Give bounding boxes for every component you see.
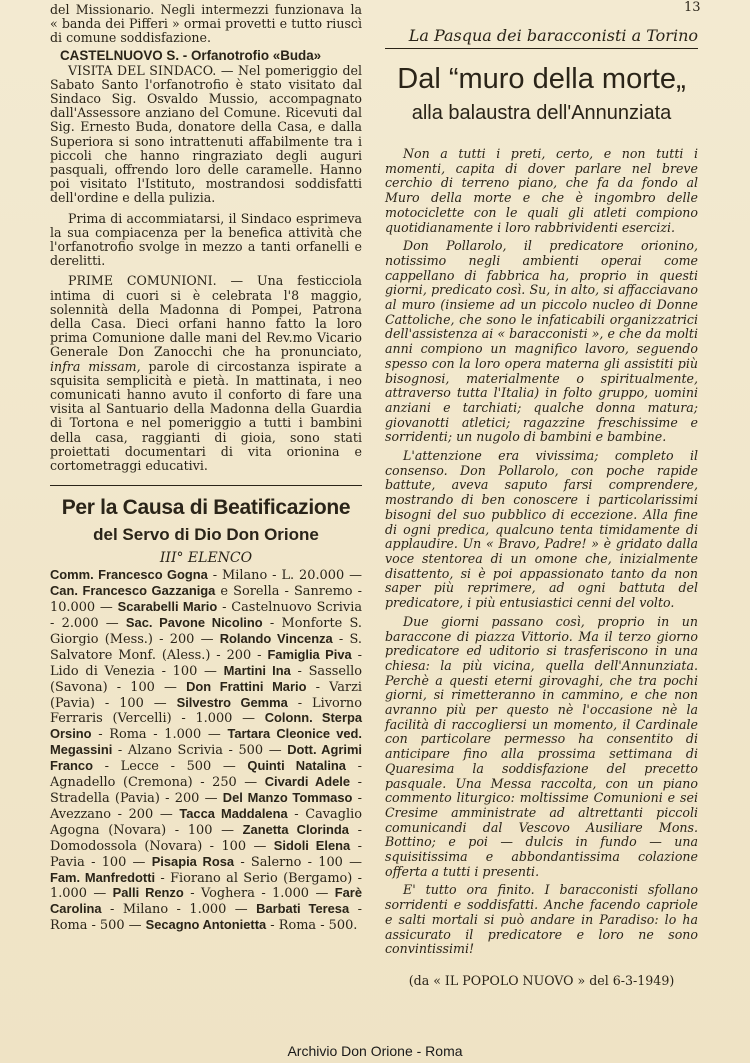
donor-detail: - Roma - 500 — — [50, 902, 362, 934]
donor-name: Silvestro Gemma — [176, 694, 288, 710]
donor-name: Palli Renzo — [112, 885, 184, 901]
article-title: Dal “muro della morte„ — [397, 63, 686, 95]
article-paragraph: Due giorni passano così, proprio in un baraccone di piazza Vittorio. Ma il terzo giorno predicatore ed uditorio si trasferiscono in una chiesa: la più vicina, quella dell'Annunziata. Perchè a questi eterni girovaghi, che tra pochi giorni, si rimetteranno in cammino, e che non avranno più per questo nè l'occasione nè la facilità di raccogliersi un momento, il Cardinale con particolare permesso ha consentito di anticipare fino alla prossima settimana di Quaresima la soddisfazione del precetto pasquale. Una Messa raccolta, con un piano commento liturgico: moltissime Comunioni e sei Cresime amministrate ad altrettanti piccoli comunicandi dal Vescovo Ausiliare Mons. Bottino; e poi — dulcis in fundo — una squisitissima e abbondantissima colazione offerta a tutti i presenti. — [385, 613, 698, 879]
donor-name: Don Frattini Mario — [186, 678, 307, 694]
donor-name: Scarabelli Mario — [117, 599, 218, 615]
donor-name: Dott. Agrimi Franco — [50, 742, 362, 774]
intro-paragraph: del Missionario. Negli intermezzi funzionava la « banda dei Pifferi » ormai provetti e tutto riuscì di comune soddisfazione. — [50, 2, 362, 46]
right-column — [385, 26, 698, 988]
page-number: 13 — [684, 0, 701, 15]
visita-text: — Nel pomeriggio del Sabato Santo l'orfanotrofio è stato visitato dal Sindaco Sig. Osvaldo Mussio, accompagnato dall'Assessore anziano del Comune. Ricevuti dal Sig. Ernesto Buda, donatore della Casa, e dalla Superiora si sono intrattenuti affabilmente tra i piccoli che hanno ringraziato degli auguri pasquali, offrendo loro delle caramelle. Hanno poi visitato l'Istituto, mostrandosi soddisfatti dell'ordine e della pulizia. — [50, 62, 362, 206]
donor-name: Farè Carolina — [50, 885, 362, 917]
donor-detail: - Agnadello (Cremona) - 250 — — [50, 759, 362, 791]
donor-detail: - Milano - 1.000 — — [101, 902, 257, 918]
donor-name: Famiglia Piva — [267, 646, 352, 662]
donor-detail: - Domodossola (Novara) - 100 — — [50, 822, 362, 854]
article-paragraph: Non a tutti i preti, certo, e non tutti i momenti, capita di dover parlare nel breve cerchio di terreno piano, che fa da fondo al Muro della morte e che è ingombro delle motociclette con le quali gli atleti compiono quotidianamente i loro rabbrividenti esercizi. — [385, 146, 698, 235]
donor-detail: - Stradella (Pavia) - 200 — — [50, 775, 362, 806]
beatification-title: Per la Causa di Beatificazione — [61, 496, 351, 520]
donor-name: Zanetta Clorinda — [242, 821, 349, 837]
section-title: CASTELNUOVO S. - Orfanotrofio «Buda» — [60, 47, 322, 63]
donor-detail: - Fiorano al Serio (Bergamo) - 1.000 — — [50, 870, 363, 902]
donor-name: Fam. Manfredotti — [50, 869, 156, 885]
comunioni-head: PRIME COMUNIONI. — [68, 273, 217, 289]
donor-detail: - Avezzano - 200 — — [50, 790, 362, 822]
donor-name: Pisapia Rosa — [151, 853, 235, 869]
donor-name: Tacca Maddalena — [179, 805, 288, 821]
donor-detail: - Cavaglio Agogna (Novara) - 100 — — [50, 806, 362, 838]
donor-detail: - Roma - 500. — [266, 918, 358, 934]
elenco-heading: III° ELENCO — [159, 550, 253, 567]
article-paragraph: L'attenzione era vivissima; completo il consenso. Don Pollarolo, con poche rapide battute, aveva saputo farsi comprendere, mostrando di ben conoscere i particolarissimi bisogni del suo pubblico di eccezione. Alla fine di ogni predica, qualcuno tenta timidamente di applaudire. Un « Bravo, Padre! » è gridato dalla voce stentorea di un omone che, inizialmente disattento, si è poi appassionato tanto da non saper più reprimere, ad ogni battuta del predicatore, i più entusiastici cenni del volto. — [385, 448, 698, 611]
donor-detail: - Alzano Scrivia - 500 — — [112, 743, 288, 759]
donor-detail: - Varzi (Pavia) - 100 — — [50, 679, 362, 711]
donor-detail: - Milano - L. 20.000 — — [207, 568, 362, 584]
donor-detail: - Roma - 1.000 — — [91, 727, 228, 743]
comunioni-text-b: parole di circostanza ispirate a squisita semplicità e pietà. In mattinata, i neo comunicati hanno avuto il conforto di fare una visita al Santuario della Madonna della Guardia di Tortona e nel pomeriggio a tutti i bambini della casa, raggianti di gioia, sono stati proiettati documentari di vita orionina e cortometraggi educativi. — [50, 358, 362, 474]
donor-detail: - Pavia - 100 — — [50, 838, 362, 870]
comunioni-italic: infra missam, — [50, 358, 141, 374]
donor-name: Sac. Pavone Nicolino — [125, 615, 263, 631]
donor-name: Barbati Teresa — [256, 901, 350, 917]
donor-detail: e Sorella - Sanremo - 10.000 — — [50, 584, 363, 616]
article-kicker: La Pasqua dei baracconisti a Torino — [385, 26, 698, 49]
visita-paragraph-2: Prima di accommiatarsi, il Sindaco esprimeva la sua compiacenza per la benefica attività che l'orfanotrofio svolge in mezzo a tanti orfanelli e derelitti. — [50, 210, 362, 269]
donor-name: Sidoli Elena — [273, 837, 351, 853]
donor-name: Secagno Antonietta — [145, 917, 267, 933]
section-divider — [50, 485, 362, 486]
article-paragraph: E' tutto ora finito. I baracconisti sfollano sorridenti e soddisfatti. Anche facendo capriole e salti mortali si può andare in Paradiso: lo ha assicurato il predicatore e loro ne sono convintissimi! — [385, 882, 698, 957]
donor-detail: - Castelnuovo Scrivia - 2.000 — — [50, 600, 362, 632]
donor-detail: - Lido di Venezia - 100 — — [50, 647, 362, 679]
archive-footer: Archivio Don Orione - Roma — [287, 1043, 463, 1059]
donor-detail: - Monforte S. Giorgio (Mess.) - 200 — — [50, 616, 362, 647]
left-column — [50, 3, 362, 934]
donor-detail: - S. Salvatore Monf. (Aless.) - 200 - — [50, 631, 362, 663]
visita-paragraph — [50, 64, 362, 206]
donor-name: Martini Ina — [223, 662, 291, 678]
donor-name: Tartara Cleonice ved. Megassini — [50, 726, 363, 758]
donor-detail: - Livorno Ferraris (Vercelli) - 1.000 — — [50, 695, 362, 727]
donor-name: Rolando Vincenza — [219, 630, 333, 646]
article-subtitle: alla balaustra dell'Annunziata — [411, 102, 672, 124]
donor-name: Comm. Francesco Gogna — [50, 567, 208, 583]
donor-list — [50, 568, 362, 934]
donor-name: Can. Francesco Gazzaniga — [50, 583, 216, 599]
donor-name: Del Manzo Tommaso — [222, 789, 353, 805]
donor-detail: - Sassello (Savona) - 100 — — [50, 663, 362, 695]
donor-detail: - Salerno - 100 — — [234, 854, 362, 870]
donor-name: Colonn. Sterpa Orsino — [50, 710, 363, 742]
article-paragraph: Don Pollarolo, il predicatore orionino, notissimo negli ambienti operai come cappellano di fabbrica ha, proprio in questi giorni, predicato così. Su, in alto, si affacciavano al muro (insieme ad un piccolo nucleo di Donne Cattoliche, che sono le infaticabili organizzatrici dell'assistenza ai « baracconisti », e che da molti anni compiono un magnifico lavoro, seguendo spesso con la loro opera materna gli assistiti più bisognosi, materialmente o spiritualmente, attraverso tutta l'Italia) in folto gruppo, uomini anziani e tarchiati; qualche donna matura; giovanotti atletici; ragazzine freschissime e sorridenti; un nugolo di bambini e bambine. — [385, 238, 698, 445]
donor-detail: - Lecce - 500 — — [92, 759, 248, 775]
donor-detail: - Voghera - 1.000 — — [183, 886, 335, 902]
beatification-subtitle: del Servo di Dio Don Orione — [93, 525, 319, 545]
article-source: (da « IL POPOLO NUOVO » del 6-3-1949) — [408, 972, 675, 988]
donor-name: Quinti Natalina — [247, 758, 346, 774]
donor-name: Civardi Adele — [264, 774, 351, 790]
comunioni-text-a: — Una festicciola intima di cuori si è celebrata l'8 maggio, solennità della Madonna di Pompei, Patrona della Casa. Dieci orfani hanno fatto la loro prima Comunione dalle mani del Rev.mo Vicario Generale Don Zanocchi che ha pronunciato, — [50, 273, 362, 360]
visita-head: VISITA DEL SINDACO. — [68, 62, 217, 78]
comunioni-paragraph — [50, 274, 362, 473]
